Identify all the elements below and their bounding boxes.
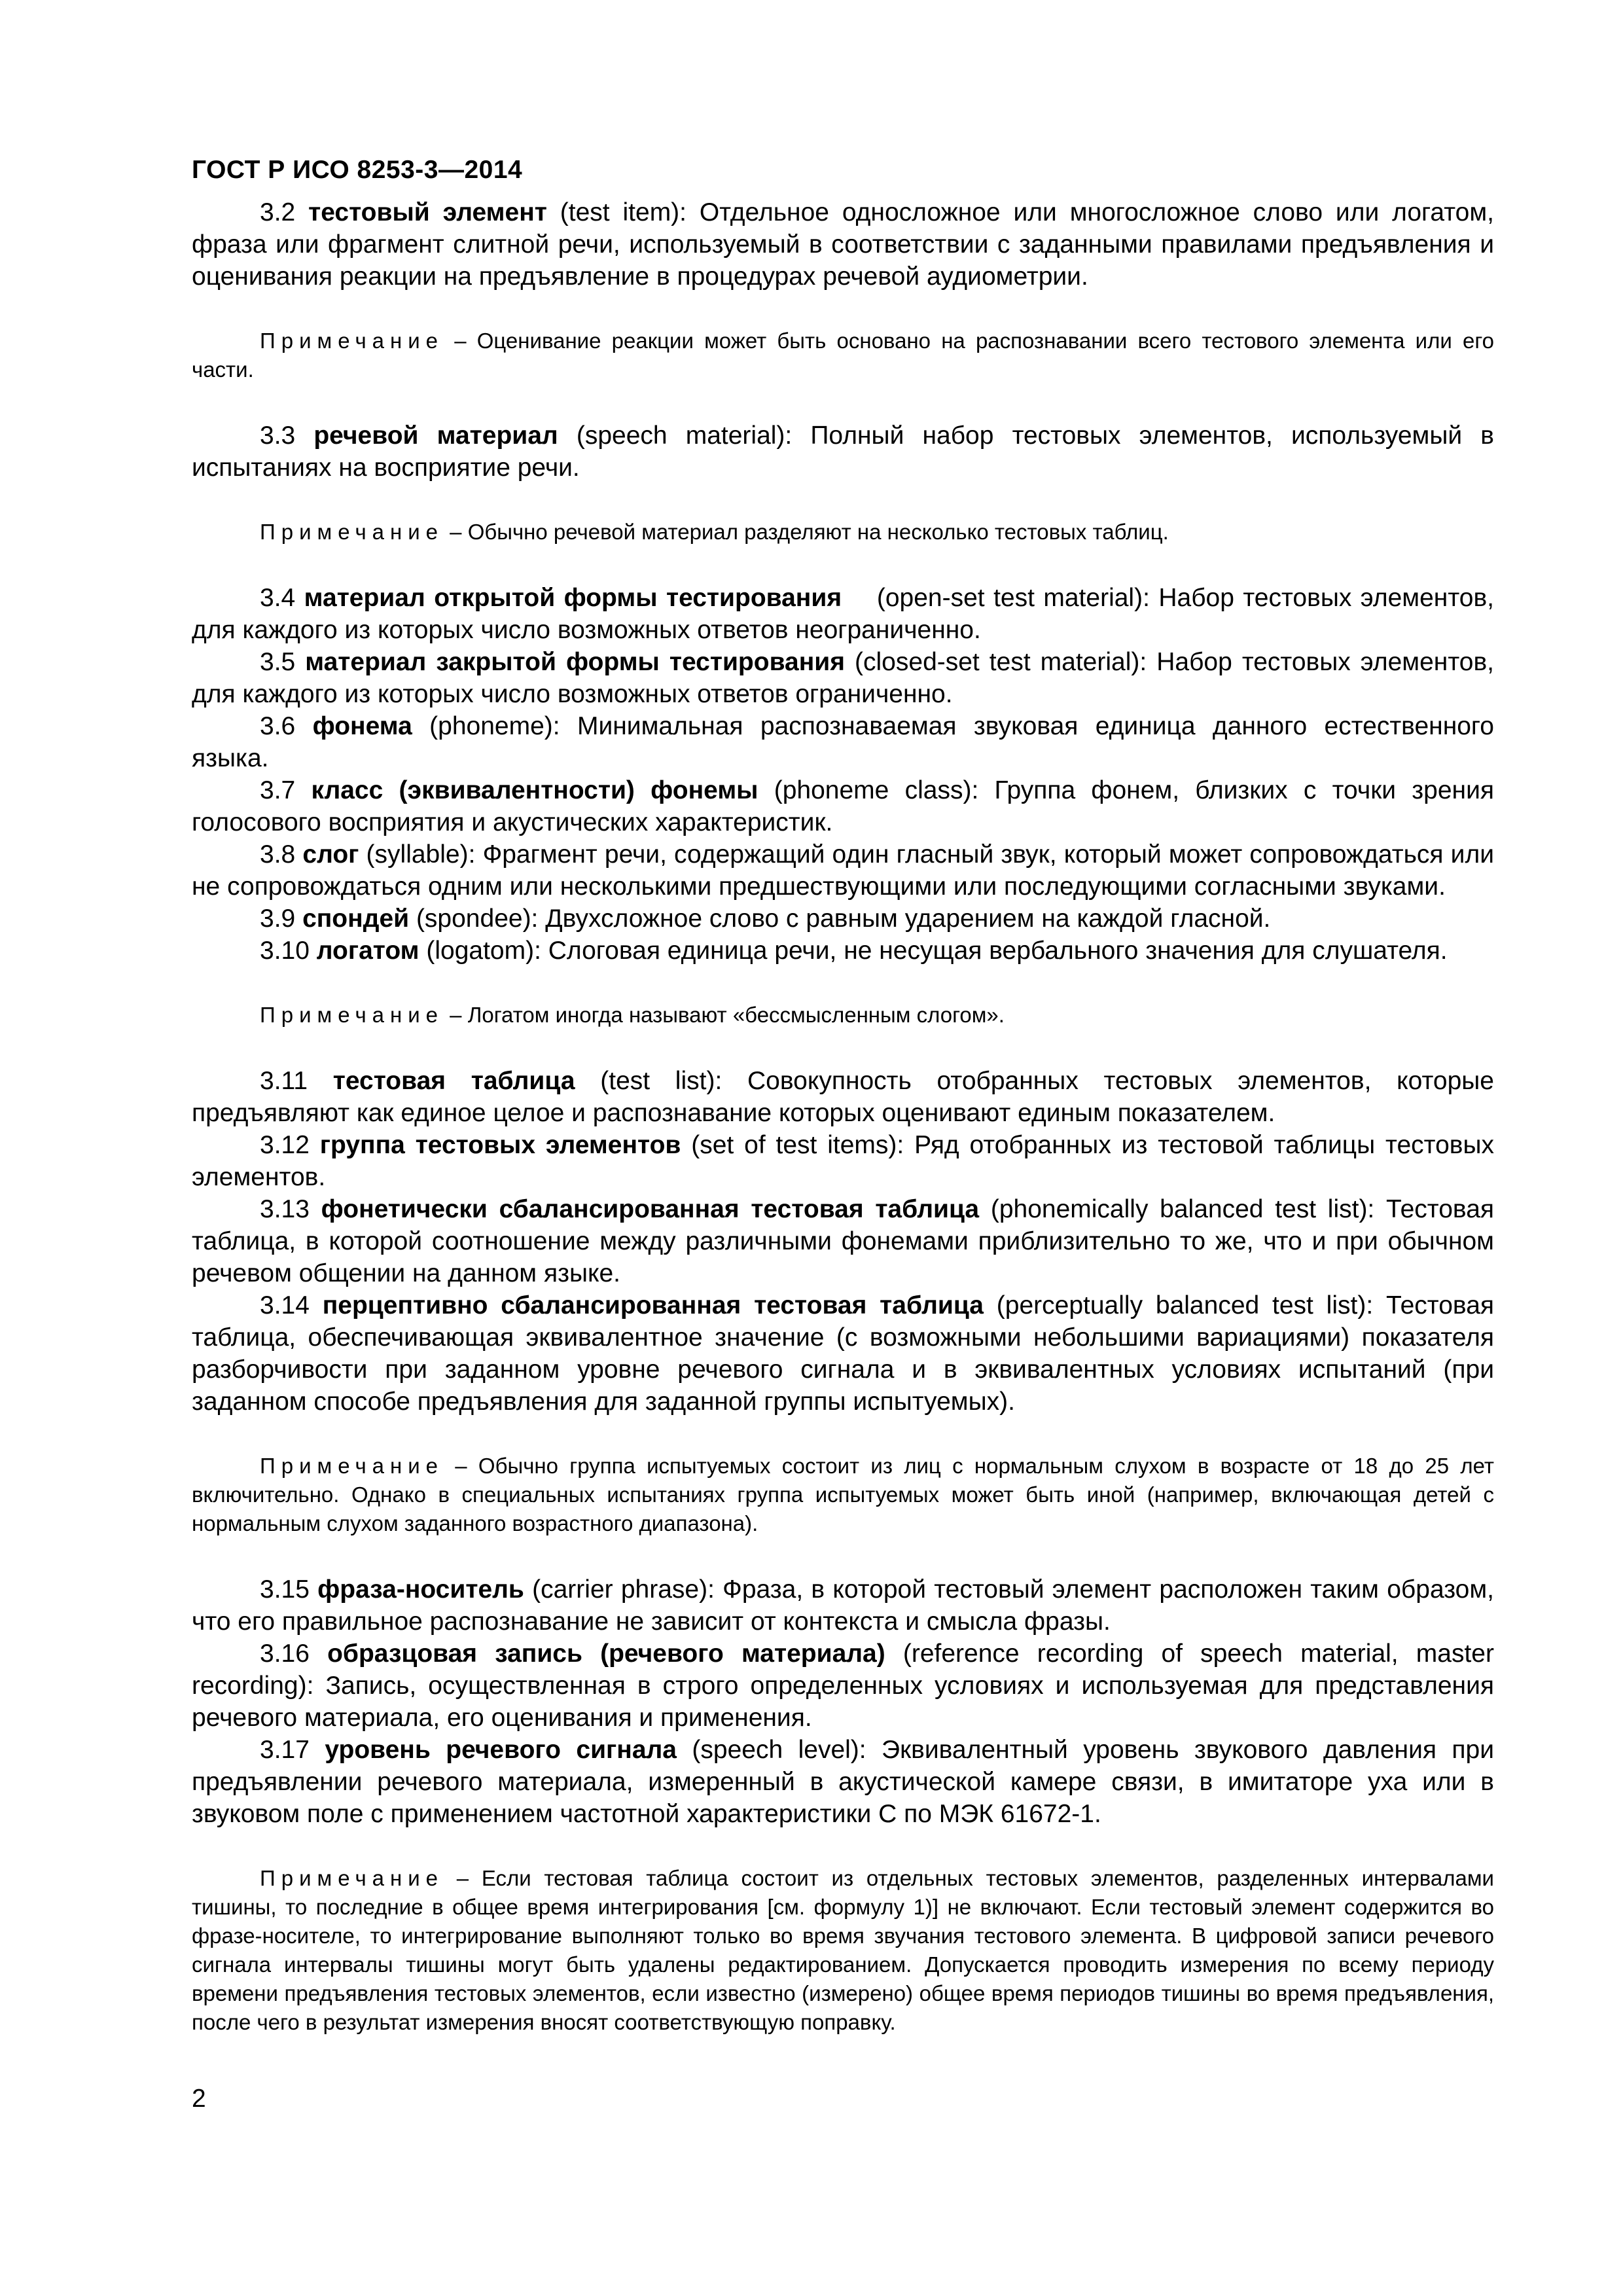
note-text: – Оценивание реакции может быть основано на распознавании всего тестового элемента или его части. bbox=[192, 329, 1494, 382]
term-text: (phoneme class): Группа фонем, близких с точки зрения голосового восприятия и акустических характеристик. bbox=[192, 776, 1501, 836]
term-text: (syllable): Фрагмент речи, содержащий один гласный звук, который может сопровождаться или не сопровождаться одним или несколькими предшествующими или последующими согласными звуками. bbox=[192, 840, 1501, 901]
document-body bbox=[192, 196, 1501, 2037]
term-definition-3-4 bbox=[192, 582, 1501, 646]
term-name: тестовый элемент bbox=[308, 198, 547, 226]
note bbox=[192, 1001, 1494, 1030]
term-number: 3.7 bbox=[260, 776, 296, 804]
term-name: фонетически сбалансированная тестовая таблица bbox=[321, 1195, 980, 1223]
term-definition-3-17 bbox=[192, 1734, 1501, 1830]
term-number: 3.12 bbox=[260, 1131, 310, 1159]
note bbox=[192, 1452, 1494, 1538]
term-definition-3-7 bbox=[192, 774, 1501, 838]
note bbox=[192, 518, 1494, 547]
note-text: – Обычно группа испытуемых состоит из лиц с нормальным слухом в возрасте от 18 до 25 лет включительно. Однако в специальных испытаниях группа испытуемых может быть иной (например, включающая детей с нормальным слухом заданного возрастного диапазона). bbox=[192, 1454, 1494, 1535]
term-text: (perceptually balanced test list): Тестовая таблица, обеспечивающая эквивалентное значение (с возможными небольшими вариациями) показателя разборчивости при заданном уровне речевого сигнала и в эквивалентных условиях испытаний (при заданном способе предъявления для заданной группы испытуемых). bbox=[192, 1291, 1501, 1416]
note bbox=[192, 327, 1494, 384]
term-name: фонема bbox=[312, 712, 412, 740]
term-number: 3.2 bbox=[260, 198, 296, 226]
note bbox=[192, 1864, 1494, 2037]
note-label: Примечание bbox=[260, 1866, 444, 1890]
term-number: 3.3 bbox=[260, 422, 296, 450]
term-name: материал открытой формы тестирования bbox=[304, 584, 842, 612]
term-definition-3-5 bbox=[192, 646, 1501, 710]
page-number: 2 bbox=[192, 2085, 206, 2113]
term-number: 3.8 bbox=[260, 840, 296, 869]
term-name: логатом bbox=[316, 937, 419, 965]
term-definition-3-11 bbox=[192, 1065, 1501, 1129]
note-text: – Если тестовая таблица состоит из отдельных тестовых элементов, разделенных интервалами тишины, то последние в общее время интегрирования [см. формулу 1)] не включают. Если тестовый элемент содержится во фразе-носителе, то интегрирование выполняют только во время звучания тестового элемента. В цифровой записи речевого сигнала интервалы тишины могут быть удалены редактированием. Допускается проводить измерения по всему периоду времени предъявления тестовых элементов, если известно (измерено) общее время периодов тишины во время предъявления, после чего в результат измерения вносят соответствующую поправку. bbox=[192, 1866, 1494, 2034]
term-name: уровень речевого сигнала bbox=[325, 1736, 677, 1764]
term-definition-3-3 bbox=[192, 420, 1501, 484]
term-name: речевой материал bbox=[313, 422, 558, 450]
document-header: ГОСТ Р ИСО 8253-3—2014 bbox=[192, 156, 523, 184]
note-label: Примечание bbox=[260, 520, 444, 544]
note-label: Примечание bbox=[260, 1454, 444, 1478]
term-definition-3-6 bbox=[192, 710, 1501, 774]
note-label: Примечание bbox=[260, 1003, 444, 1027]
term-definition-3-13 bbox=[192, 1193, 1501, 1289]
term-definition-3-10 bbox=[192, 935, 1494, 967]
term-number: 3.9 bbox=[260, 905, 296, 933]
term-text: (test list): Совокупность отобранных тестовых элементов, которые предъявляют как единое целое и распознавание которых оценивают единым показателем. bbox=[192, 1067, 1501, 1127]
term-text: (open-set test material): Набор тестовых элементов, для каждого из которых число возможных ответов неограниченно. bbox=[192, 584, 1501, 644]
term-name: группа тестовых элементов bbox=[319, 1131, 681, 1159]
note-text: – Обычно речевой материал разделяют на несколько тестовых таблиц. bbox=[444, 520, 1169, 544]
term-definition-3-8 bbox=[192, 838, 1501, 903]
term-name: слог bbox=[302, 840, 359, 869]
term-number: 3.11 bbox=[260, 1067, 308, 1095]
term-number: 3.15 bbox=[260, 1575, 310, 1604]
term-number: 3.4 bbox=[260, 584, 296, 612]
term-number: 3.17 bbox=[260, 1736, 310, 1764]
term-text: (test item): Отдельное односложное или многосложное слово или логатом, фраза или фрагмент слитной речи, используемый в соответствии с заданными правилами предъявления и оценивания реакции на предъявление в процедурах речевой аудиометрии. bbox=[192, 198, 1501, 291]
term-text: (set of test items): Ряд отобранных из тестовой таблицы тестовых элементов. bbox=[192, 1131, 1501, 1191]
term-number: 3.10 bbox=[260, 937, 310, 965]
term-number: 3.13 bbox=[260, 1195, 310, 1223]
term-name: тестовая таблица bbox=[332, 1067, 575, 1095]
term-definition-3-16 bbox=[192, 1638, 1501, 1734]
note-label: Примечание bbox=[260, 329, 444, 353]
term-text: (phonemically balanced test list): Тестовая таблица, в которой соотношение между различными фонемами приблизительно то же, что и при обычном речевом общении на данном языке. bbox=[192, 1195, 1501, 1287]
term-text: (carrier phrase): Фраза, в которой тестовый элемент расположен таким образом, что его правильное распознавание не зависит от контекста и смысла фразы. bbox=[192, 1575, 1501, 1636]
term-text: (closed-set test material): Набор тестовых элементов, для каждого из которых число возможных ответов ограниченно. bbox=[192, 648, 1501, 708]
term-name: спондей bbox=[302, 905, 410, 933]
term-name: материал закрытой формы тестирования bbox=[305, 648, 846, 676]
term-text: (logatom): Слоговая единица речи, не несущая вербального значения для слушателя. bbox=[419, 937, 1448, 965]
term-number: 3.5 bbox=[260, 648, 296, 676]
term-text: (reference recording of speech material, master recording): Запись, осуществленная в строго определенных условиях и используемая для представления речевого материала, его оценивания и применения. bbox=[192, 1640, 1501, 1732]
term-definition-3-12 bbox=[192, 1129, 1501, 1193]
term-text: (spondee): Двухсложное слово с равным ударением на каждой гласной. bbox=[409, 905, 1271, 933]
term-number: 3.6 bbox=[260, 712, 296, 740]
term-definition-3-14 bbox=[192, 1289, 1501, 1418]
term-name: образцовая запись (речевого материала) bbox=[327, 1640, 885, 1668]
term-text: (speech level): Эквивалентный уровень звукового давления при предъявлении речевого материала, измеренный в акустической камере связи, в имитаторе уха или в звуковом поле с применением частотной характеристики С по МЭК 61672-1. bbox=[192, 1736, 1501, 1828]
term-name: фраза-носитель bbox=[317, 1575, 524, 1604]
term-text: (phoneme): Минимальная распознаваемая звуковая единица данного естественного языка. bbox=[192, 712, 1501, 772]
term-text: (speech material): Полный набор тестовых элементов, используемый в испытаниях на восприятие речи. bbox=[192, 422, 1501, 482]
term-definition-3-9 bbox=[192, 903, 1494, 935]
term-name: перцептивно сбалансированная тестовая таблица bbox=[322, 1291, 984, 1319]
term-definition-3-15 bbox=[192, 1573, 1501, 1638]
term-number: 3.14 bbox=[260, 1291, 310, 1319]
note-text: – Логатом иногда называют «бессмысленным слогом». bbox=[444, 1003, 1005, 1027]
term-name: класс (эквивалентности) фонемы bbox=[311, 776, 758, 804]
term-number: 3.16 bbox=[260, 1640, 310, 1668]
term-definition-3-2 bbox=[192, 196, 1501, 293]
